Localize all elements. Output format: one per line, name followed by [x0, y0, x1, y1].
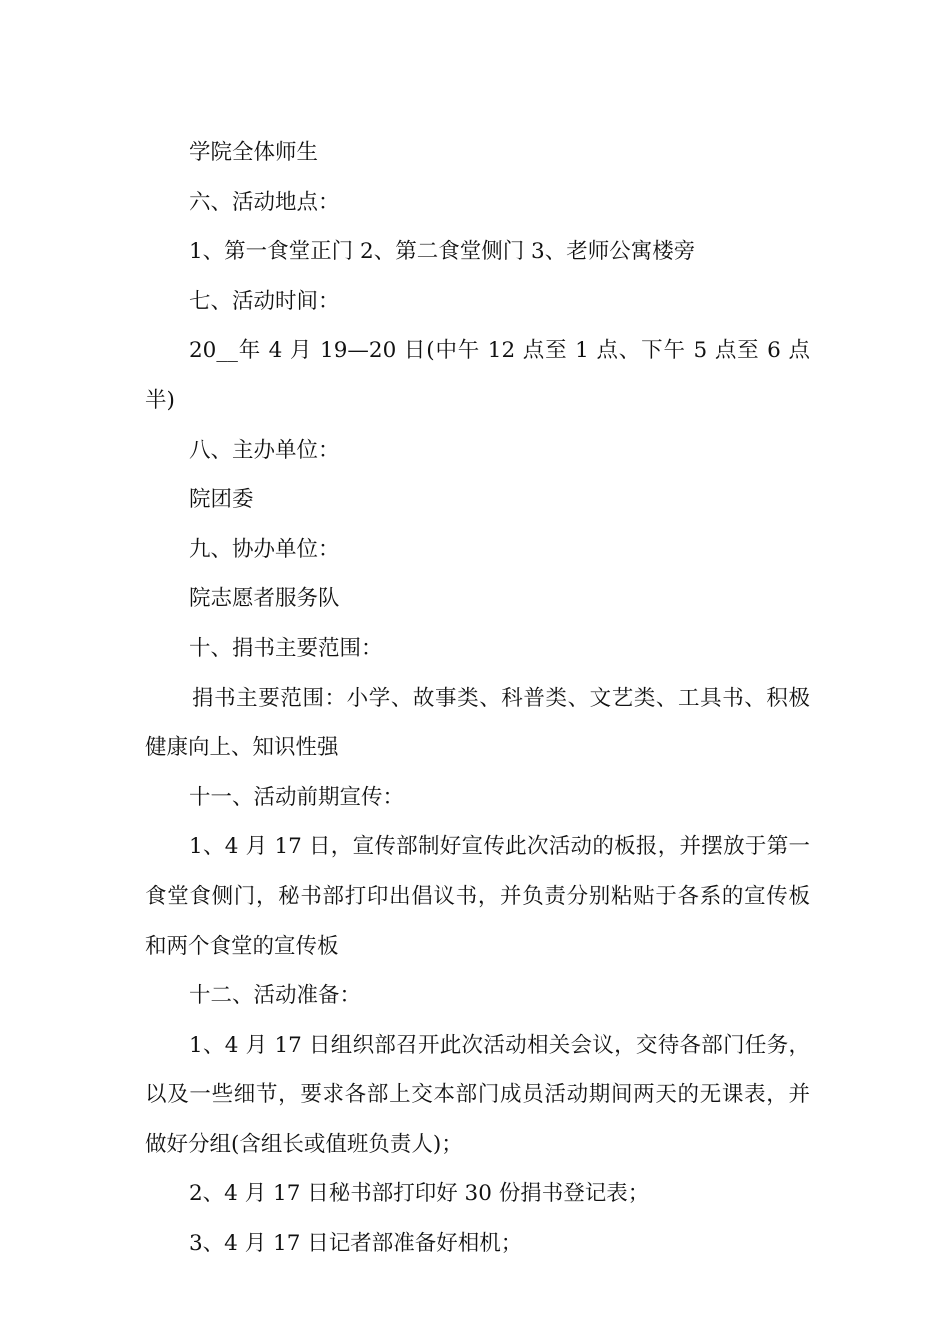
paragraph-publicity: 1、4 月 17 日，宣传部制好宣传此次活动的板报，并摆放于第一食堂食侧门，秘书部打印出倡议书，并负责分别粘贴于各系的宣传板和两个食堂的宣传板: [145, 834, 810, 959]
heading-time: 七、活动时间：: [189, 288, 340, 314]
heading-organizer: 八、主办单位：: [189, 437, 340, 463]
heading-location: 六、活动地点：: [189, 189, 340, 215]
heading-co-organizer: 九、协办单位：: [189, 536, 340, 562]
heading-book-scope: 十、捐书主要范围：: [189, 635, 383, 661]
document-body: [145, 128, 810, 1269]
heading-preparation: 十二、活动准备：: [189, 983, 362, 1009]
paragraph-time: 20__年 4 月 19—20 日(中午 12 点至 1 点、下午 5 点至 6 点半): [145, 338, 810, 413]
paragraph-preparation-1: 1、4 月 17 日组织部召开此次活动相关会议，交待各部门任务，以及一些细节，要求各部上交本部门成员活动期间两天的无课表，并做好分组(含组长或值班负责人)；: [145, 1032, 810, 1157]
paragraph-preparation-3: 3、4 月 17 日记者部准备好相机；: [189, 1231, 523, 1257]
paragraph-co-organizer: 院志愿者服务队: [189, 586, 340, 612]
paragraph-organizer: 院团委: [189, 487, 254, 513]
paragraph-preparation-2: 2、4 月 17 日秘书部打印好 30 份捐书登记表；: [189, 1181, 650, 1207]
paragraph-participants: 学院全体师生: [189, 140, 319, 165]
paragraph-book-scope: 捐书主要范围：小学、故事类、科普类、文艺类、工具书、积极健康向上、知识性强: [145, 685, 810, 761]
heading-publicity: 十一、活动前期宣传：: [189, 784, 405, 810]
paragraph-locations: 1、第一食堂正门 2、第二食堂侧门 3、老师公寓楼旁: [189, 239, 696, 265]
